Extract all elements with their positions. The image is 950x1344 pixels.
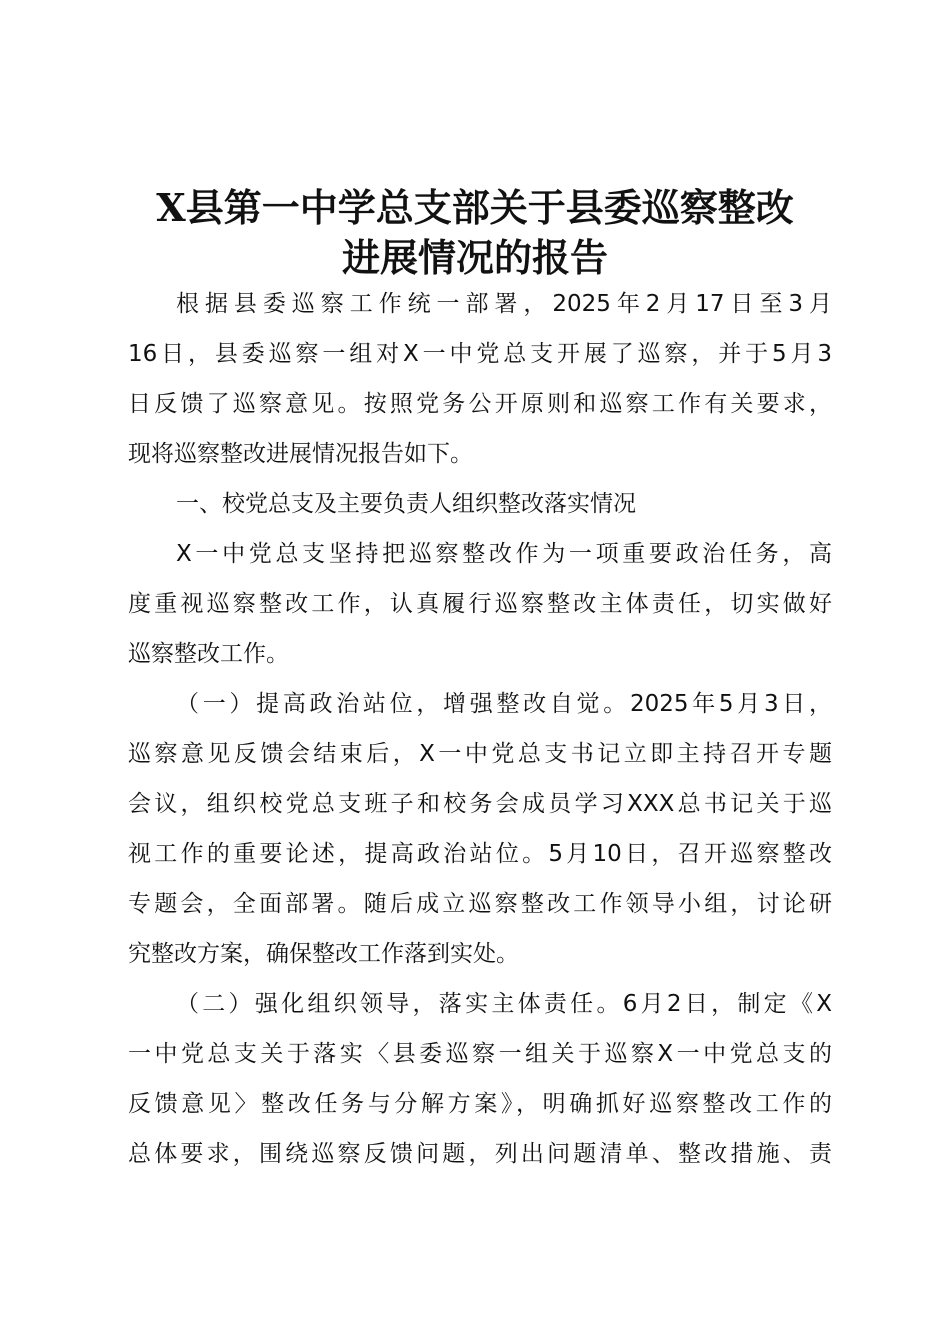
text-line: 日反馈了巡察意见。按照党务公开原则和巡察工作有关要求， bbox=[128, 391, 832, 417]
text-line: 根据县委巡察工作统一部署，2025年2月17日至3月 bbox=[176, 291, 832, 317]
text-line: 一中党总支关于落实〈县委巡察一组关于巡察X一中党总支的 bbox=[128, 1041, 832, 1067]
text-line: 反馈意见〉整改任务与分解方案》，明确抓好巡察整改工作的 bbox=[128, 1091, 832, 1117]
text-line: X一中党总支坚持把巡察整改作为一项重要政治任务，高 bbox=[176, 541, 832, 567]
document-title bbox=[100, 183, 850, 283]
paragraph bbox=[128, 279, 832, 479]
section-heading bbox=[128, 479, 832, 529]
text-line: 度重视巡察整改工作，认真履行巡察整改主体责任，切实做好 bbox=[128, 591, 832, 617]
text-line: 16日，县委巡察一组对X一中党总支开展了巡察，并于5月3 bbox=[128, 341, 832, 367]
document-body bbox=[128, 279, 832, 1179]
paragraph bbox=[128, 979, 832, 1179]
text-line: 巡察意见反馈会结束后，X一中党总支书记立即主持召开专题 bbox=[128, 741, 832, 767]
text-line: 现将巡察整改进展情况报告如下。 bbox=[128, 441, 473, 467]
text-line: 会议，组织校党总支班子和校务会成员学习XXX总书记关于巡 bbox=[128, 791, 832, 817]
text-line: 巡察整改工作。 bbox=[128, 641, 289, 667]
text-line: 一、校党总支及主要负责人组织整改落实情况 bbox=[176, 491, 636, 517]
text-line: （一）提高政治站位，增强整改自觉。2025年5月3日， bbox=[176, 691, 832, 717]
title-line: 进展情况的报告 bbox=[341, 235, 608, 280]
text-line: 专题会，全面部署。随后成立巡察整改工作领导小组，讨论研 bbox=[128, 891, 832, 917]
text-line: （二）强化组织领导，落实主体责任。6月2日，制定《X bbox=[176, 991, 832, 1017]
text-line: 视工作的重要论述，提高政治站位。5月10日，召开巡察整改 bbox=[128, 841, 832, 867]
text-line: 究整改方案，确保整改工作落到实处。 bbox=[128, 941, 519, 967]
text-line: 总体要求，围绕巡察反馈问题，列出问题清单、整改措施、责 bbox=[128, 1141, 832, 1167]
title-line: X县第一中学总支部关于县委巡察整改 bbox=[156, 185, 794, 230]
paragraph bbox=[128, 529, 832, 679]
paragraph bbox=[128, 679, 832, 979]
